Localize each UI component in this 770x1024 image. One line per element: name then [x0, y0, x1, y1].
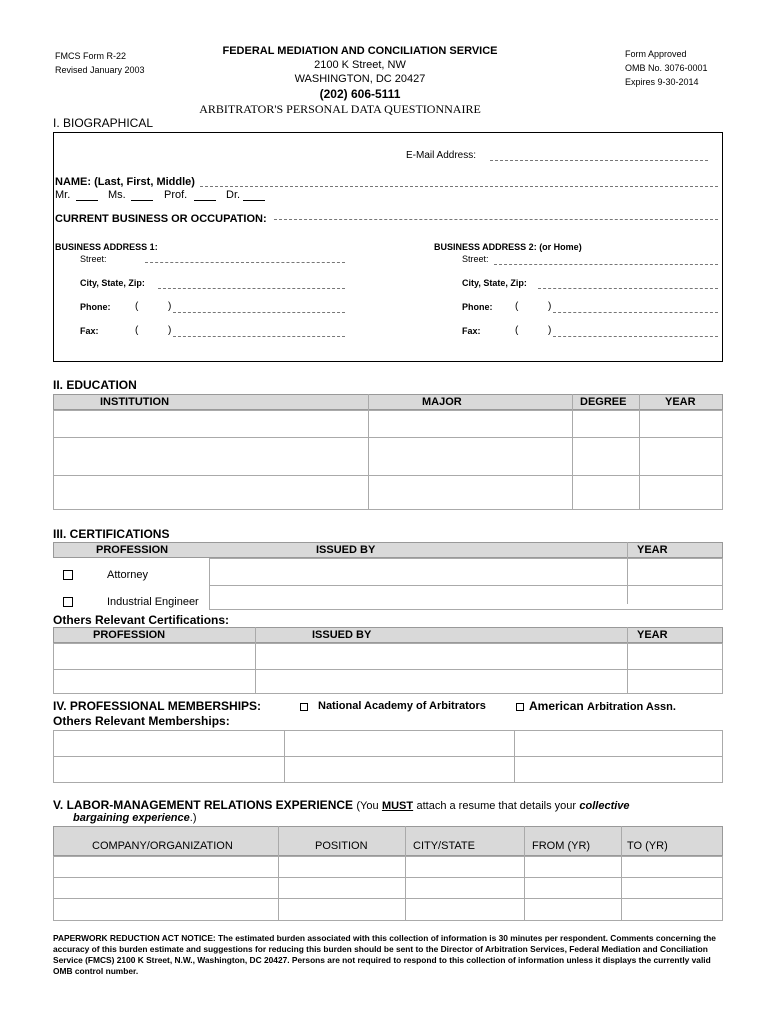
certifications-divider: [627, 542, 628, 604]
occupation-label: CURRENT BUSINESS OR OCCUPATION:: [55, 213, 267, 225]
phone-1-label: Phone:: [80, 302, 111, 312]
education-row-divider: [53, 437, 723, 438]
phone-2-field[interactable]: [553, 312, 718, 313]
fax-1-label: Fax:: [80, 326, 99, 336]
ms-checkline[interactable]: [131, 200, 153, 201]
engineer-checkbox[interactable]: [63, 597, 73, 607]
col-degree: DEGREE: [580, 396, 627, 408]
certifications-row-divider: [209, 585, 723, 586]
ms-label: Ms.: [108, 189, 126, 201]
phone-1-paren-close: ): [168, 301, 172, 312]
experience-note-must: MUST: [381, 800, 414, 812]
paperwork-notice: PAPERWORK REDUCTION ACT NOTICE: The estimated burden associated with this collection of information is 30 minutes per respondent. Comments concerning the accuracy of this burden estimate and suggestions for reducing this burden should be sent to the Director of Arbitration Services, Federal Mediation and Conciliation Service (FMCS) 2100 K Street, N.W., Washington, DC 20427. Persons are not required to respond to this collection of information unless it displays the currently valid OMB control number.: [53, 933, 716, 976]
street-1-field[interactable]: [145, 262, 345, 263]
aaa-label-american: American: [529, 699, 584, 713]
name-field[interactable]: [200, 186, 718, 187]
experience-row-divider: [53, 898, 723, 899]
section-certifications-title: III. CERTIFICATIONS: [53, 527, 170, 541]
occupation-field[interactable]: [274, 219, 718, 220]
form-approved: Form Approved: [625, 49, 687, 59]
col-year: YEAR: [665, 396, 696, 408]
street-2-field[interactable]: [494, 264, 718, 265]
attorney-checkbox[interactable]: [63, 570, 73, 580]
experience-note-mid: attach a resume that details your: [416, 800, 577, 812]
prof-label: Prof.: [164, 189, 188, 201]
revised-date: Revised January 2003: [55, 65, 145, 75]
omb-number: OMB No. 3076-0001: [625, 63, 708, 73]
col-major: MAJOR: [422, 396, 462, 408]
section-biographical-title: I. BIOGRAPHICAL: [53, 116, 154, 130]
col-to-year: TO (YR): [627, 840, 668, 852]
fax-1-paren-open: (: [135, 325, 139, 336]
dr-label: Dr.: [226, 189, 241, 201]
fax-2-label: Fax:: [462, 326, 481, 336]
experience-note-line-2: [73, 812, 197, 824]
agency-phone: (202) 606-5111: [319, 87, 401, 101]
phone-1-field[interactable]: [173, 312, 345, 313]
business-address-1-label: BUSINESS ADDRESS 1:: [55, 242, 158, 252]
email-label: E-Mail Address:: [406, 150, 477, 161]
aaa-checkbox[interactable]: [516, 703, 524, 711]
section-education-title: II. EDUCATION: [53, 378, 137, 392]
agency-street: 2100 K Street, NW: [314, 59, 406, 71]
others-certifications-title: Others Relevant Certifications:: [53, 613, 230, 627]
expiration-date: Expires 9-30-2014: [625, 77, 699, 87]
city-1-field[interactable]: [158, 288, 345, 289]
fax-2-paren-close: ): [548, 325, 552, 336]
agency-city: WASHINGTON, DC 20427: [294, 73, 426, 85]
fax-2-field[interactable]: [553, 336, 718, 337]
street-2-label: Street:: [462, 254, 489, 264]
experience-note-italic-2: bargaining experience: [73, 812, 190, 824]
memberships-row-divider: [53, 756, 723, 757]
fax-1-field[interactable]: [173, 336, 345, 337]
naa-label: National Academy of Arbitrators: [318, 700, 486, 712]
col-from-year: FROM (YR): [532, 840, 591, 852]
phone-2-paren-open: (: [515, 301, 519, 312]
experience-divider: [524, 826, 525, 921]
prof-checkline[interactable]: [194, 200, 216, 201]
business-address-2-label: BUSINESS ADDRESS 2: (or Home): [434, 242, 582, 252]
col-company: COMPANY/ORGANIZATION: [92, 840, 233, 852]
name-label: NAME: (Last, First, Middle): [55, 176, 195, 188]
fax-2-paren-open: (: [515, 325, 519, 336]
experience-row-divider: [53, 877, 723, 878]
others-cert-row-divider: [53, 669, 723, 670]
city-2-label: City, State, Zip:: [462, 278, 527, 288]
experience-table: [53, 856, 723, 921]
experience-divider: [405, 826, 406, 921]
phone-2-paren-close: ): [548, 301, 552, 312]
education-row-3[interactable]: [56, 478, 366, 508]
experience-divider: [278, 826, 279, 921]
others-cert-divider: [627, 627, 628, 694]
col-profession: PROFESSION: [96, 544, 169, 556]
col-year: YEAR: [637, 629, 668, 641]
naa-checkbox[interactable]: [300, 703, 308, 711]
others-memberships-title: Others Relevant Memberships:: [53, 714, 230, 728]
form-number: FMCS Form R-22: [55, 51, 127, 61]
education-row-1[interactable]: [56, 412, 366, 435]
experience-divider: [621, 826, 622, 921]
col-issued-by: ISSUED BY: [316, 544, 376, 556]
experience-title: V. LABOR-MANAGEMENT RELATIONS EXPERIENCE: [53, 798, 354, 812]
aaa-label-rest: Arbitration Assn.: [587, 701, 676, 713]
col-year: YEAR: [637, 544, 668, 556]
mr-label: Mr.: [55, 189, 71, 201]
experience-note-italic-1: collective: [579, 800, 630, 812]
city-1-label: City, State, Zip:: [80, 278, 145, 288]
phone-2-label: Phone:: [462, 302, 493, 312]
experience-note-open: (You: [356, 800, 379, 812]
dr-checkline[interactable]: [243, 200, 265, 201]
fax-1-paren-close: ): [168, 325, 172, 336]
city-2-field[interactable]: [538, 288, 718, 289]
section-memberships-title: IV. PROFESSIONAL MEMBERSHIPS:: [53, 699, 262, 713]
certifications-table: [209, 558, 723, 610]
form-title: ARBITRATOR'S PERSONAL DATA QUESTIONNAIRE: [199, 102, 481, 116]
col-city-state: CITY/STATE: [413, 840, 475, 852]
others-cert-divider: [255, 627, 256, 694]
phone-1-paren-open: (: [135, 301, 139, 312]
experience-note-close: .): [189, 812, 197, 824]
engineer-label: Industrial Engineer: [107, 596, 199, 608]
col-profession: PROFESSION: [93, 629, 166, 641]
aaa-label: [529, 699, 676, 713]
col-institution: INSTITUTION: [100, 396, 170, 408]
email-field[interactable]: [490, 160, 708, 161]
agency-name: FEDERAL MEDIATION AND CONCILIATION SERVICE: [222, 45, 498, 57]
mr-checkline[interactable]: [76, 200, 98, 201]
section-experience-title: [53, 798, 723, 813]
education-row-2[interactable]: [56, 440, 366, 473]
education-divider: [572, 394, 573, 510]
col-issued-by: ISSUED BY: [312, 629, 372, 641]
agency-header: [200, 45, 520, 101]
attorney-label: Attorney: [107, 569, 148, 581]
education-row-divider: [53, 475, 723, 476]
education-divider: [368, 394, 369, 510]
street-1-label: Street:: [80, 254, 107, 264]
education-divider: [639, 394, 640, 510]
col-position: POSITION: [315, 840, 368, 852]
